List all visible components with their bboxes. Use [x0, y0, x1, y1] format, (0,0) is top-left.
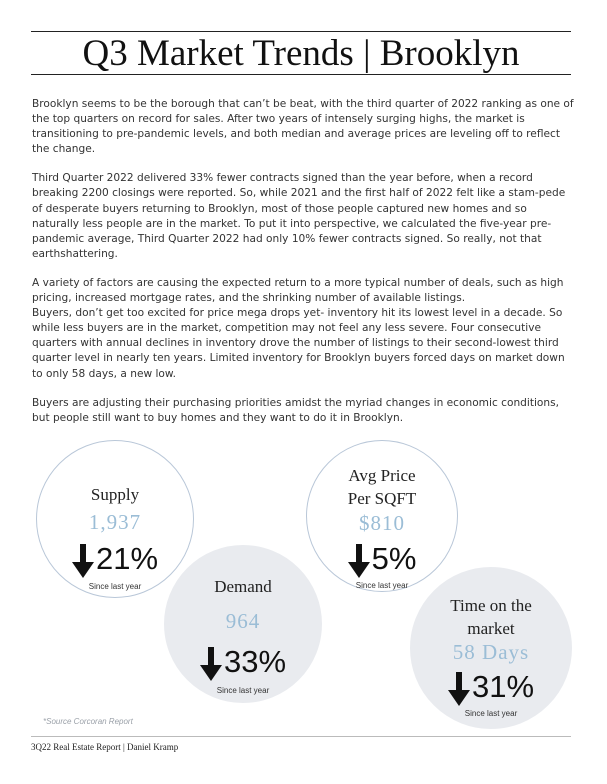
time-change-value: 31%	[471, 669, 535, 704]
supply-value: 1,937	[88, 510, 142, 534]
price-stat-circle	[306, 440, 458, 592]
demand-change-value: 33%	[223, 644, 287, 679]
time-since: Since last year	[464, 709, 518, 718]
demand-change	[165, 644, 321, 681]
down-arrow-icon	[72, 544, 94, 578]
supply-change	[37, 541, 193, 578]
price-since: Since last year	[355, 581, 409, 590]
supply-stat-circle	[36, 440, 194, 598]
paragraph-4: Buyers are adjusting their purchasing priorities amidst the myriad changes in economic conditions, but people still want to buy homes and they want to do it in Brooklyn.	[32, 396, 560, 424]
demand-label: Demand	[214, 577, 272, 596]
price-label-line2: Per SQFT	[347, 489, 417, 508]
paragraph-1: Brooklyn seems to be the borough that can’t be beat, with the third quarter of 2022 ranking as one of the top quarters on record for sales. After two years of intensely surging highs, the market is transitioning to pre-pandemic levels, and both median and average prices are leveling off to reflect the change.	[32, 98, 574, 156]
page-title: Q3 Market Trends | Brooklyn	[82, 33, 520, 74]
paragraph-3	[32, 276, 577, 382]
paragraph-2: Third Quarter 2022 delivered 33% fewer contracts signed than the year before, when a record breaking 2200 closings were reported. So, while 2021 and the first half of 2022 felt like a stam-pede of desperate buyers returning to Brooklyn, most of those people captured new homes and so naturally less people are in the market. To put it into perspective, we calculated the five-year pre-pandemic average, Third Quarter 2022 had only 10% fewer contracts signed. So really, not that earthshattering.	[32, 172, 566, 260]
demand-value: 964	[225, 609, 261, 633]
time-label-line2: market	[467, 619, 515, 638]
title-bottom-rule	[31, 74, 571, 75]
price-label-line1: Avg Price	[348, 466, 416, 485]
time-value: 58 Days	[452, 640, 530, 664]
supply-since: Since last year	[88, 582, 142, 591]
demand-since: Since last year	[216, 686, 270, 695]
time-change	[411, 669, 571, 706]
paragraph-3b: Buyers, don’t get too excited for price mega drops yet- inventory hit its lowest level in a decade. So while less buyers are in the market, competition may not feel any less severe. Four consecutive quarters with annual declines in inventory drove the number of listings to their second-lowest third quarter level in nearly ten years. Limited inventory for Brooklyn buyers forced days on market down to only 58 days, a new low.	[32, 307, 565, 380]
source-note: *Source Corcoran Report	[43, 717, 133, 726]
supply-change-value: 21%	[95, 541, 159, 576]
price-change-value: 5%	[371, 541, 417, 576]
price-change	[307, 541, 457, 578]
demand-stat-circle	[164, 545, 322, 703]
price-value: $810	[359, 511, 405, 535]
footer-text: 3Q22 Real Estate Report | Daniel Kramp	[31, 742, 179, 752]
down-arrow-icon	[448, 672, 470, 706]
paragraph-3a: A variety of factors are causing the expected return to a more typical number of deals, such as high pricing, increased mortgage rates, and the shrinking number of available listings.	[32, 276, 564, 305]
footer-rule	[31, 736, 571, 737]
down-arrow-icon	[348, 544, 370, 578]
down-arrow-icon	[200, 647, 222, 681]
supply-label: Supply	[90, 485, 140, 504]
time-label-line1: Time on the	[450, 596, 532, 615]
time-stat-circle	[410, 567, 572, 729]
article-body	[32, 97, 577, 440]
